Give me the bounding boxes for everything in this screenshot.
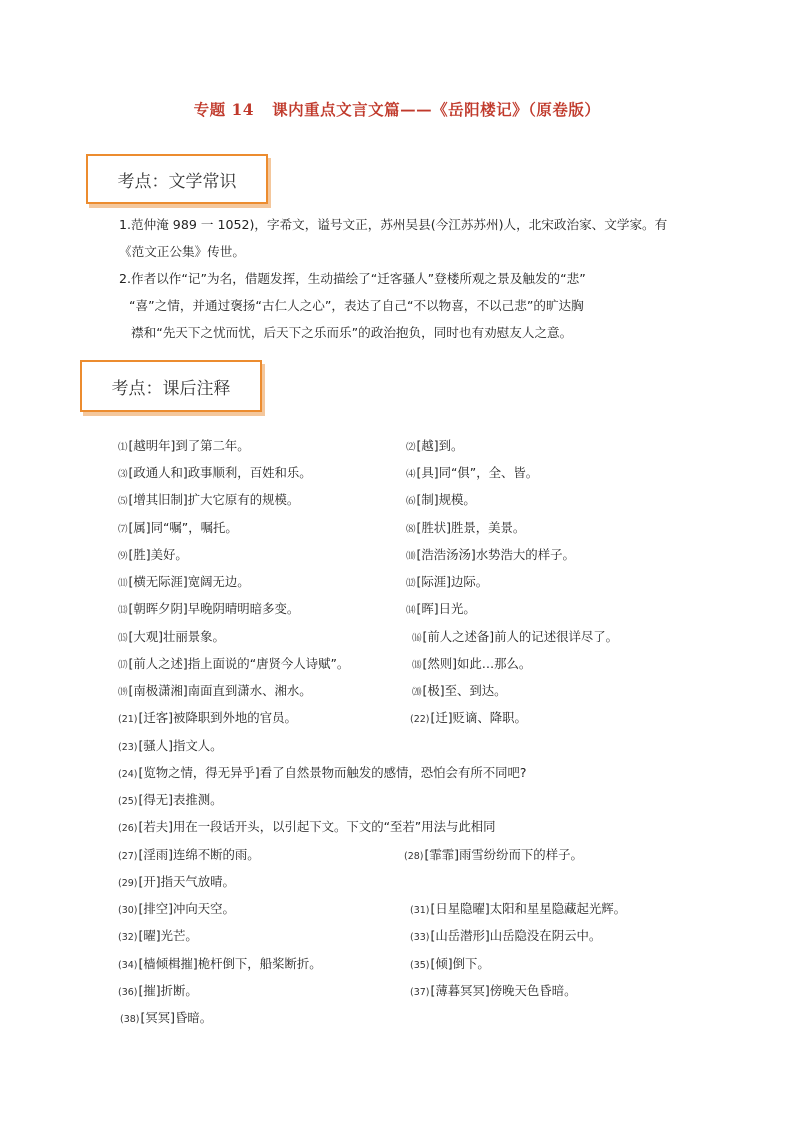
annotation-note: (24)[览物之情，得无异乎]看了自然景物而触发的感情，恐怕会有所不同吧? [118,765,527,780]
annotation-note: ⑼[胜]美好。 [118,547,188,562]
annotation-note: (28)[霏霏]雨雪纷纷而下的样子。 [404,847,583,862]
annotation-note: ⒇[极]至、到达。 [412,683,507,698]
literary-paragraph-1: 1.范仲淹 989 一 1052)，字希文，谥号文正，苏州吴县(今江苏苏州)人，北宋政治家、文学家。有《范文正公集》传世。 [119,217,668,259]
annotation-note: ⒆[南极潇湘]南面直到潇水、湘水。 [118,683,312,698]
annotation-note: ⑴[越明年]到了第二年。 [118,438,250,453]
annotation-note: ⑾[横无际涯]宽阔无边。 [118,574,250,589]
annotation-note: (22)[迁]贬谪、降职。 [410,710,527,725]
section-heading-label: 考点：课后注释 [111,378,231,399]
page-title [0,98,794,120]
title-subject: 课内重点文言文篇——《岳阳楼记》（原卷版） [272,100,601,119]
annotation-note: ⑹[制]规模。 [406,492,476,507]
annotation-note: ⒄[前人之述]指上面说的“唐贤今人诗赋”。 [118,656,350,671]
annotation-note: ⒃[前人之述备]前人的记述很详尽了。 [412,629,619,644]
literary-paragraph-2-line-2: “喜”之情，并通过褒扬“古仁人之心”，表达了自己“不以物喜，不以己悲”的旷达胸 [129,298,584,313]
annotation-note: ⑷[具]同“俱”，全、皆。 [406,465,539,480]
section-heading-literary [86,154,268,204]
annotation-note: (27)[淫雨]连绵不断的雨。 [118,847,260,862]
literary-paragraph-2-line-3: 襟和“先天下之忧而忧，后天下之乐而乐”的政治抱负，同时也有劝慰友人之意。 [131,325,573,340]
annotation-note: (29)[开]指天气放晴。 [118,874,235,889]
section-heading-annotations [80,360,262,412]
annotation-note: (32)[曜]光芒。 [118,928,198,943]
annotation-note: ⒀[朝晖夕阴]早晚阴晴明暗多变。 [118,601,300,616]
annotation-note: (34)[樯倾楫摧]桅杆倒下，船桨断折。 [118,956,322,971]
annotation-note: ⑻[胜状]胜景，美景。 [406,520,526,535]
annotation-note: ⑽[浩浩汤汤]水势浩大的样子。 [406,547,575,562]
annotation-note: (33)[山岳潜形]山岳隐没在阴云中。 [410,928,602,943]
annotation-note: (30)[排空]冲向天空。 [118,901,235,916]
literary-paragraph-2-line-1: 2.作者以作“记”为名，借题发挥，生动描绘了“迁客骚人”登楼所观之景及触发的“悲” [119,271,586,286]
annotation-note: ⒅[然则]如此…那么。 [412,656,532,671]
annotation-note: (37)[薄暮冥冥]傍晚天色昏暗。 [410,983,577,998]
annotation-note: ⑸[增其旧制]扩大它原有的规模。 [118,492,300,507]
annotation-note: ⑿[际涯]边际。 [406,574,489,589]
annotation-note: ⒁[晖]日光。 [406,601,476,616]
literary-paragraph-2 [119,265,699,346]
annotation-note: (38)[冥冥]昏暗。 [120,1010,213,1025]
section-heading-label: 考点：文学常识 [117,171,237,192]
annotation-note: ⑶[政通人和]政事顺利，百姓和乐。 [118,465,312,480]
annotation-note: (36)[摧]折断。 [118,983,198,998]
annotation-note: (31)[日星隐曜]太阳和星星隐藏起光辉。 [410,901,627,916]
title-topic: 专题 14 [193,100,255,119]
annotation-note: ⑺[属]同“嘱”，嘱托。 [118,520,238,535]
annotation-note: (21)[迁客]被降职到外地的官员。 [118,710,297,725]
annotation-note: (25)[得无]表推测。 [118,792,223,807]
annotation-note: (35)[倾]倒下。 [410,956,490,971]
annotation-note: ⑵[越]到。 [406,438,464,453]
annotation-note: (26)[若夫]用在一段话开头，以引起下文。下文的“至若”用法与此相同 [118,819,496,834]
annotation-note: ⒂[大观]壮丽景象。 [118,629,225,644]
annotation-note: (23)[骚人]指文人。 [118,738,223,753]
